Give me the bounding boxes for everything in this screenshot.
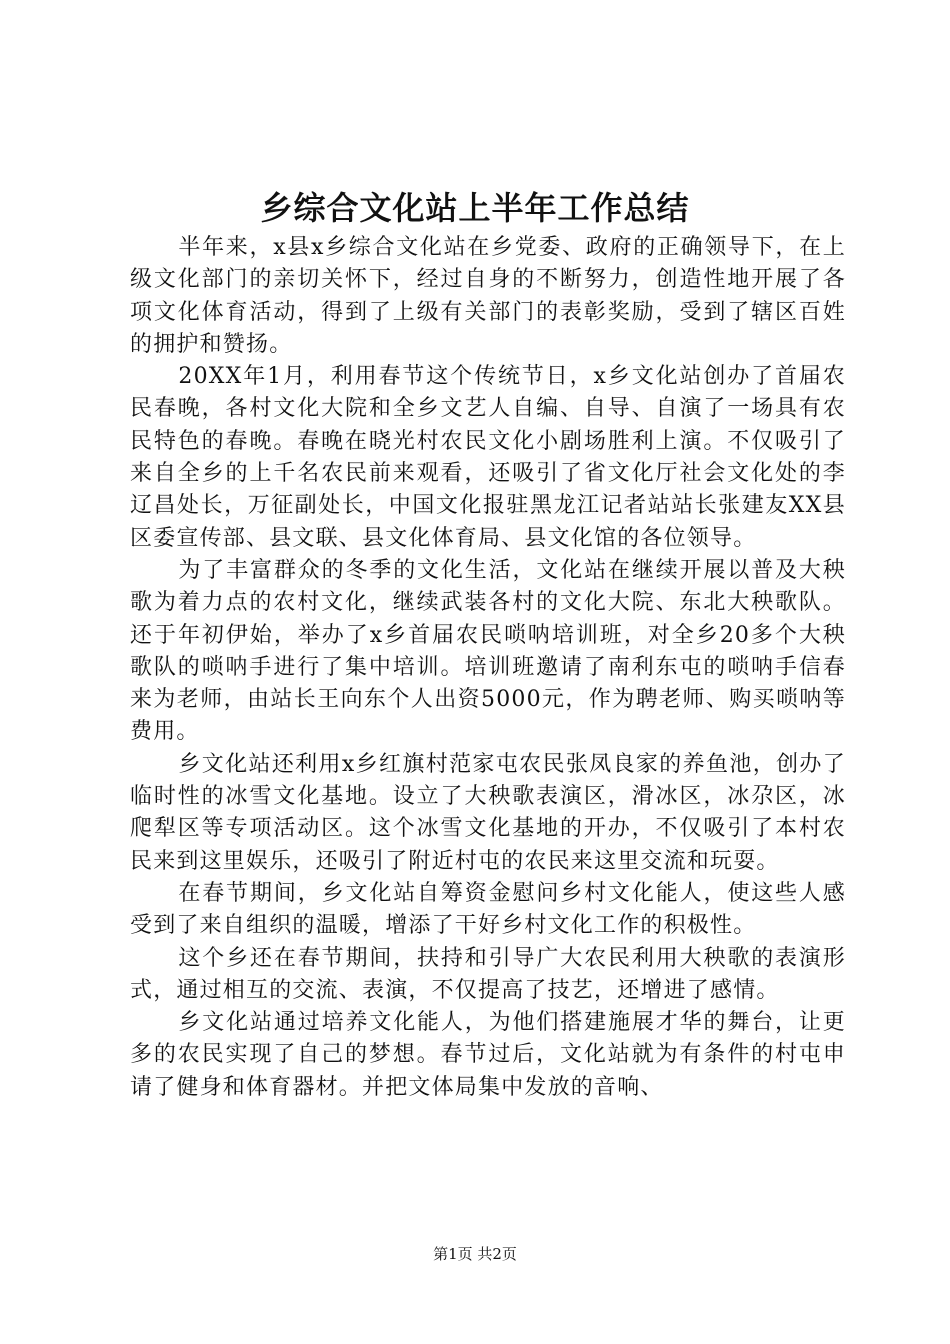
paragraph: 在春节期间，乡文化站自筹资金慰问乡村文化能人，使这些人感受到了来自组织的温暖，增添了干好乡村文化工作的积极性。 [130,880,846,939]
page-number-footer: 第1页 共2页 [433,1245,517,1263]
paragraph: 乡文化站通过培养文化能人，为他们搭建施展才华的舞台，让更多的农民实现了自己的梦想。春节过后，文化站就为有条件的村屯申请了健身和体育器材。并把文体局集中发放的音响、 [130,1010,846,1100]
paragraph: 半年来，x县x乡综合文化站在乡党委、政府的正确领导下，在上级文化部门的亲切关怀下，经过自身的不断努力，创造性地开展了各项文化体育活动，得到了上级有关部门的表彰奖励，受到了辖区百姓的拥护和赞扬。 [130,235,846,357]
paragraph: 这个乡还在春节期间，扶持和引导广大农民利用大秧歌的表演形式，通过相互的交流、表演，不仅提高了技艺，还增进了感情。 [130,945,846,1003]
paragraph: 为了丰富群众的冬季的文化生活，文化站在继续开展以普及大秧歌为着力点的农村文化，继续武装各村的文化大院、东北大秧歌队。还于年初伊始，举办了x乡首届农民唢呐培训班，对全乡20多个大秧歌队的唢呐手进行了集中培训。培训班邀请了南利东屯的唢呐手信春来为老师，由站长王向东个人出资5000元，作为聘老师、购买唢呐等费用。 [130,557,846,745]
document-body [130,232,846,1104]
paragraph: 20XX年1月，利用春节这个传统节日，x乡文化站创办了首届农民春晚，各村文化大院和全乡文艺人自编、自导、自演了一场具有农民特色的春晚。春晚在晓光村农民文化小剧场胜利上演。不仅吸引了来自全乡的上千名农民前来观看，还吸引了省文化厅社会文化处的李辽昌处长，万征副处长，中国文化报驻黑龙江记者站站长张建友XX县区委宣传部、县文联、县文化体育局、县文化馆的各位领导。 [130,364,846,551]
document-title: 乡综合文化站上半年工作总结 [260,189,690,227]
paragraph: 乡文化站还利用x乡红旗村范家屯农民张凤良家的养鱼池，创办了临时性的冰雪文化基地。设立了大秧歌表演区，滑冰区，冰尕区，冰爬犁区等专项活动区。这个冰雪文化基地的开办，不仅吸引了本村农民来到这里娱乐，还吸引了附近村屯的农民来这里交流和玩耍。 [130,751,846,874]
